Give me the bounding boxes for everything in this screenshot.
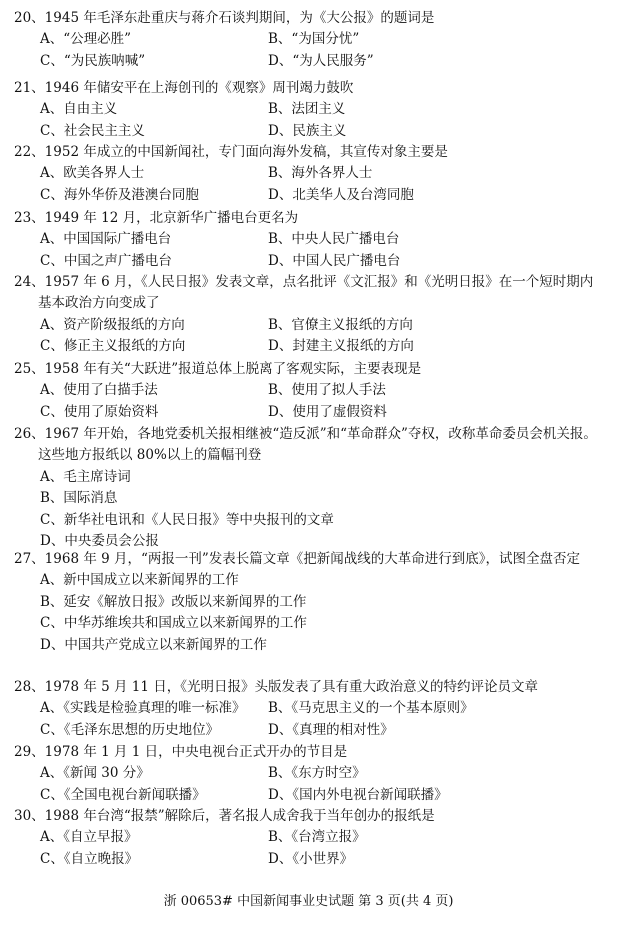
question-stem: 27、1968 年 9 月，“两报一刊”发表长篇文章《把新闻战线的大革命进行到底》，试图全盘否定	[14, 551, 581, 567]
option-c: C、《毛泽东思想的历史地位》	[40, 721, 220, 738]
option-c: C、《自立晚报》	[40, 850, 139, 867]
option-d: D、使用了虚假资料	[268, 403, 387, 420]
question-24	[14, 272, 606, 358]
option-c: C、中华苏维埃共和国成立以来新闻界的工作	[40, 615, 307, 632]
option-d: D、封建主义报纸的方向	[268, 338, 414, 355]
option-c: C、“为民族呐喊”	[40, 52, 146, 69]
option-b: B、“为国分忧”	[268, 31, 360, 48]
option-a: A、《新闻 30 分》	[40, 765, 150, 782]
option-b: B、官僚主义报纸的方向	[268, 316, 413, 333]
question-29	[14, 742, 606, 806]
option-d: D、《小世界》	[268, 850, 354, 867]
option-a: A、“公理必胜”	[40, 31, 132, 48]
question-28	[14, 677, 606, 741]
question-stem: 22、1952 年成立的中国新闻社，专门面向海外发稿，其宣传对象主要是	[14, 144, 448, 160]
option-c: C、使用了原始资料	[40, 403, 159, 420]
question-options	[14, 698, 606, 741]
option-c: C、海外华侨及港澳台同胞	[40, 186, 199, 203]
option-a: A、中国国际广播电台	[40, 231, 172, 248]
option-d: D、民族主义	[268, 122, 347, 139]
option-c: C、新华社电讯和《人民日报》等中央报刊的文章	[40, 511, 334, 528]
question-stem: 24、1957 年 6 月，《人民日报》发表文章，点名批评《文汇报》和《光明日报》在一个短时期内基本政治方向变成了	[14, 274, 594, 312]
question-options	[14, 827, 606, 870]
option-a: A、使用了白描手法	[40, 382, 158, 399]
question-stem: 29、1978 年 1 月 1 日，中央电视台正式开办的节目是	[14, 744, 348, 760]
option-b: B、中央人民广播电台	[268, 231, 400, 248]
question-23	[14, 208, 606, 272]
option-a: A、新中国成立以来新闻界的工作	[40, 572, 239, 589]
question-25	[14, 359, 606, 423]
question-30	[14, 806, 606, 870]
question-stem: 25、1958 年有关“大跃进”报道总体上脱离了客观实际，主要表现是	[14, 361, 422, 377]
option-c: C、社会民主主义	[40, 122, 145, 139]
question-options	[14, 315, 606, 358]
question-options	[14, 380, 606, 423]
question-stem: 20、1945 年毛泽东赴重庆与蒋介石谈判期间，为《大公报》的题词是	[14, 10, 435, 26]
question-stem: 28、1978 年 5 月 11 日，《光明日报》头版发表了具有重大政治意义的特约评论员文章	[14, 679, 539, 695]
option-b: B、《东方时空》	[268, 765, 366, 782]
question-stem: 23、1949 年 12 月，北京新华广播电台更名为	[14, 210, 299, 226]
question-options	[14, 29, 606, 72]
option-b: B、使用了拟人手法	[268, 382, 386, 399]
option-d: D、中央委员会公报	[40, 533, 159, 550]
option-d: D、《真理的相对性》	[268, 721, 394, 738]
option-b: B、《台湾立报》	[268, 829, 366, 846]
option-c: C、修正主义报纸的方向	[40, 338, 186, 355]
option-b: B、《马克思主义的一个基本原则》	[268, 700, 474, 717]
option-a: A、毛主席诗词	[40, 468, 131, 485]
question-26	[14, 424, 606, 552]
question-options	[14, 229, 606, 272]
option-b: B、国际消息	[40, 490, 118, 507]
option-a: A、《实践是检验真理的唯一标准》	[40, 700, 246, 717]
question-options	[14, 467, 606, 553]
question-stem: 21、1946 年储安平在上海创刊的《观察》周刊竭力鼓吹	[14, 80, 354, 96]
question-stem: 26、1967 年开始，各地党委机关报相继被“造反派”和“革命群众”夺权，改称革命委员会机关报。这些地方报纸以 80%以上的篇幅刊登	[14, 426, 597, 464]
option-a: A、资产阶级报纸的方向	[40, 316, 185, 333]
question-21	[14, 78, 606, 142]
option-d: D、中国共产党成立以来新闻界的工作	[40, 636, 267, 653]
option-a: A、欧美各界人士	[40, 165, 145, 182]
option-d: D、中国人民广播电台	[268, 252, 401, 269]
option-d: D、北美华人及台湾同胞	[268, 186, 414, 203]
option-d: D、《国内外电视台新闻联播》	[268, 786, 448, 803]
question-27	[14, 549, 606, 656]
question-options	[14, 163, 606, 206]
question-20	[14, 8, 606, 72]
question-options	[14, 99, 606, 142]
question-options	[14, 570, 606, 656]
option-d: D、“为人民服务”	[268, 52, 374, 69]
question-22	[14, 142, 606, 206]
option-b: B、海外各界人士	[268, 165, 373, 182]
question-options	[14, 763, 606, 806]
question-stem: 30、1988 年台湾“报禁”解除后，著名报人成舍我于当年创办的报纸是	[14, 808, 435, 824]
option-b: B、延安《解放日报》改版以来新闻界的工作	[40, 593, 307, 610]
option-a: A、《自立早报》	[40, 829, 138, 846]
option-c: C、《全国电视台新闻联播》	[40, 786, 206, 803]
option-c: C、中国之声广播电台	[40, 252, 172, 269]
option-b: B、法团主义	[268, 101, 346, 118]
option-a: A、自由主义	[40, 101, 118, 118]
page-footer: 浙 00653# 中国新闻事业史试题 第 3 页(共 4 页)	[163, 894, 454, 909]
